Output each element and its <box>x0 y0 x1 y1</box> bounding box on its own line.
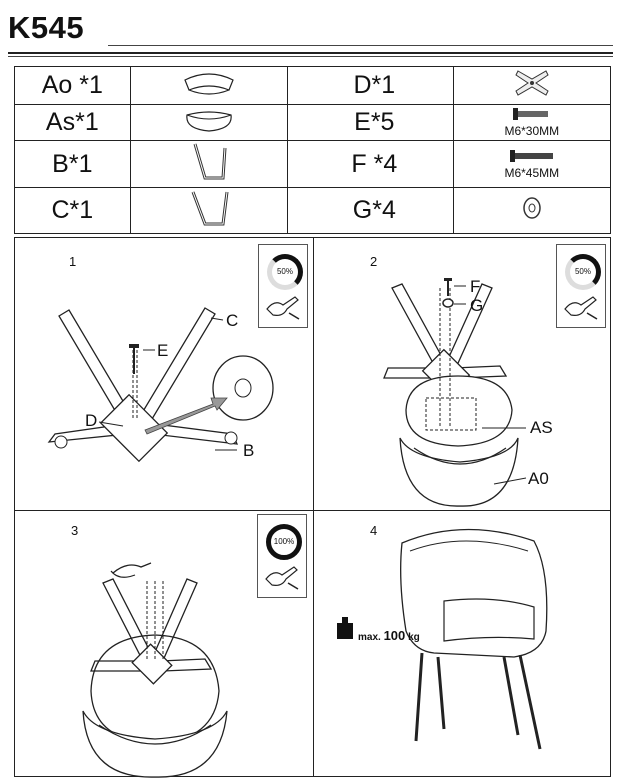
assembly-steps-grid <box>14 237 611 777</box>
part-code: B*1 <box>15 141 131 187</box>
parts-row <box>15 67 611 105</box>
step-3-panel <box>15 511 313 778</box>
step-4-panel <box>314 511 612 778</box>
part-code: As*1 <box>15 105 131 141</box>
leg-frame-b-icon <box>130 141 287 187</box>
washer-icon <box>453 187 610 233</box>
step-1-diagram <box>15 238 313 510</box>
step-number: 3 <box>71 523 79 538</box>
cross-plate-icon <box>453 67 610 105</box>
label-c: C <box>226 311 239 330</box>
part-code: Ao *1 <box>15 67 131 105</box>
max-value: 100 <box>383 628 406 643</box>
part-code: G*4 <box>287 187 453 233</box>
seat-shell-icon <box>130 105 287 141</box>
label-b: B <box>243 441 255 460</box>
document-title: K545 <box>8 10 85 45</box>
title-rule-bottom <box>8 56 613 57</box>
parts-row <box>15 187 611 233</box>
part-caption: M6*30MM <box>504 124 560 139</box>
title-rule-thick <box>8 52 613 54</box>
seat-cushion-icon <box>130 67 287 105</box>
label-g: G <box>470 296 484 315</box>
parts-row <box>15 141 611 187</box>
part-code: C*1 <box>15 187 131 233</box>
step-2-panel <box>314 238 612 510</box>
max-load-label <box>358 628 420 643</box>
part-code: F *4 <box>287 141 453 187</box>
parts-row <box>15 105 611 141</box>
max-unit: kg <box>408 632 420 643</box>
parts-list-table <box>14 66 611 234</box>
max-prefix: max. <box>358 632 381 643</box>
step-3-diagram <box>15 511 313 778</box>
label-f: F <box>470 277 481 296</box>
half-torque-icon: 50% <box>565 254 601 290</box>
full-torque-icon: 100% <box>266 524 302 560</box>
step-number: 2 <box>370 254 378 269</box>
part-caption: M6*45MM <box>504 165 560 180</box>
title-rule-thin <box>108 45 613 46</box>
step-number: 4 <box>370 523 378 538</box>
step-1-panel <box>15 238 313 510</box>
label-e: E <box>157 341 169 360</box>
label-d: D <box>85 411 98 430</box>
assembled-chair-illustration <box>314 511 612 778</box>
step-2-diagram <box>314 238 612 510</box>
part-code: D*1 <box>287 67 453 105</box>
part-code: E*5 <box>287 105 453 141</box>
short-screw-icon <box>453 105 610 141</box>
label-as: AS <box>530 418 553 437</box>
leg-frame-c-icon <box>130 187 287 233</box>
long-screw-icon <box>453 141 610 187</box>
step-number: 1 <box>69 254 77 269</box>
half-torque-icon: 50% <box>267 254 303 290</box>
label-a0: A0 <box>528 469 549 488</box>
